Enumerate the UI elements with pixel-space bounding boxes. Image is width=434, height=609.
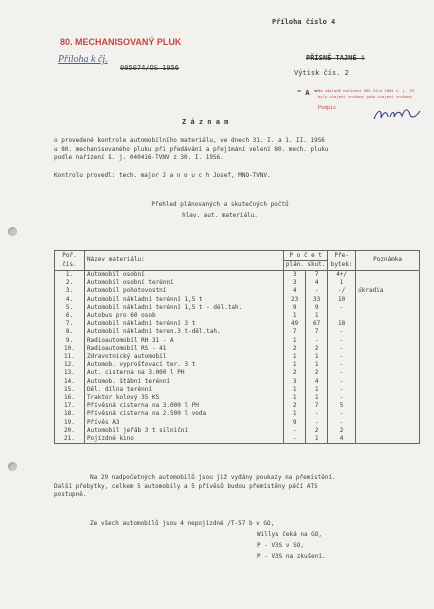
row-note [356,345,420,353]
row-note [356,378,420,386]
footer-line: postupně. [54,491,87,498]
row-name: Automobil nákladní terénní 1,5 t - dél.tah. [84,304,283,312]
document-title: Z á z n a m [182,118,229,126]
row-name: Automobil jeřáb 3 t silniční [84,427,283,435]
row-name: Zdravotnický automobil [84,353,283,361]
row-planned: 9 [284,304,306,312]
subtitle [120,199,320,221]
reference-number: 005074/OS 1956 [120,64,180,72]
category-label: " A " [297,89,319,97]
table-row [55,402,420,410]
classification-label: PŘÍSNĚ TAJNÉ ! [306,54,366,62]
intro-line: podle nařízení š. j. 040416-TVNV z 30. I. 1956. [54,154,224,161]
row-planned: - [284,435,306,444]
header-no: Poř. čís. [55,251,85,271]
row-diff: - [328,419,356,427]
row-planned: 1 [284,312,306,320]
row-number: 13. [55,369,85,377]
row-name: Autobus pro 60 osob [84,312,283,320]
punch-hole [8,227,17,236]
row-note [356,328,420,336]
row-diff: 4 [328,435,356,444]
table-row [55,378,420,386]
row-actual: 2 [306,369,328,377]
row-actual: - [306,410,328,418]
header-diff-line-2: bytek: [330,260,353,268]
row-name: Přívěsná cisterna na 3.000 l PH [84,402,283,410]
row-planned: 1 [284,361,306,369]
row-diff: -/ [328,287,356,295]
row-note [356,353,420,361]
table-row [55,320,420,328]
header-actual: skut. [307,261,326,268]
row-note [356,427,420,435]
table-row [55,419,420,427]
table-row [55,410,420,418]
punch-hole [8,462,17,471]
table-row [55,304,420,312]
row-planned: 3 [284,271,306,280]
row-diff: 18 [328,320,356,328]
row-note [356,402,420,410]
row-number: 21. [55,435,85,444]
header-diff [328,251,356,271]
declass-line-1: Na základě nařízení ÚHS-ČSLA 2004 č. j. 29 [318,88,415,93]
row-actual: 2 [306,345,328,353]
row-number: 1. [55,271,85,280]
table-row [55,345,420,353]
footer-paragraph [54,474,336,500]
row-name: Automobil nákladní terénní 1,5 t [84,296,283,304]
row-planned: 7 [284,328,306,336]
attachment-label: Příloha číslo 4 [272,18,336,26]
row-number: 16. [55,394,85,402]
row-note [356,394,420,402]
row-planned: 4 [284,287,306,295]
copy-label: Výtisk čís. 2 [294,69,349,77]
table-row [55,427,420,435]
row-diff: - [328,345,356,353]
row-planned: 2 [284,369,306,377]
footer-vehicle-status [90,518,326,562]
row-actual: - [306,419,328,427]
header-count-label: P o č e t [284,252,327,261]
row-note [356,312,420,320]
row-planned: 3 [284,378,306,386]
header-note: Poznámka [356,251,420,271]
row-note [356,435,420,444]
handwritten-reference: Příloha k čj. [58,54,108,65]
row-actual: 7 [306,271,328,280]
row-actual: 1 [306,394,328,402]
status-line: P - V3S v SO, [257,542,304,549]
row-number: 20. [55,427,85,435]
row-number: 10. [55,345,85,353]
row-name: Děl. dílna terénní [84,386,283,394]
table-row [55,435,420,444]
row-actual: 33 [306,296,328,304]
row-actual: 4 [306,279,328,287]
row-diff: - [328,369,356,377]
intro-paragraph [54,137,329,163]
row-planned: 49 [284,320,306,328]
row-number: 9. [55,337,85,345]
row-number: 7. [55,320,85,328]
row-name: Automobil nákladní terénní 3 t [84,320,283,328]
row-name: Automobil osobní [84,271,283,280]
row-actual: 1 [306,312,328,320]
row-number: 14. [55,378,85,386]
row-diff: 2 [328,427,356,435]
row-diff: - [328,410,356,418]
row-actual: 1 [306,435,328,444]
table-row [55,296,420,304]
table-row [55,328,420,336]
row-note [356,419,420,427]
row-note [356,320,420,328]
materials-table [54,250,420,444]
unit-stamp: 80. MECHANISOVANÝ PLUK [60,37,182,47]
row-number: 11. [55,353,85,361]
table-row [55,279,420,287]
row-name: Traktor kolový 35 KS [84,394,283,402]
row-note [356,304,420,312]
row-note [356,279,420,287]
row-diff: - [328,328,356,336]
status-line: Ze všech automobilů jsou 4 nepojízdné /T-57 b v GO, [90,520,275,527]
signature-icon [372,105,422,125]
header-diff-line-1: Pře- [334,252,349,260]
declass-line-2: bylo utajení zrušeno jako utajení zrušeno [318,94,412,99]
row-diff: 4+/ [328,271,356,280]
row-number: 3. [55,287,85,295]
status-line: Willys čeká na GO, [257,531,323,538]
row-planned: 9 [284,419,306,427]
row-actual: 1 [306,361,328,369]
row-planned: 2 [284,402,306,410]
row-number: 18. [55,410,85,418]
status-line: P - V3S na zkušení. [257,553,326,560]
row-diff [328,312,356,320]
table-row [55,394,420,402]
row-number: 2. [55,279,85,287]
row-number: 6. [55,312,85,320]
row-name: Pojízdné kino [84,435,283,444]
row-name: Automobil pohotovostní [84,287,283,295]
row-diff: - [328,361,356,369]
row-note [356,271,420,280]
row-number: 17. [55,402,85,410]
row-actual: 67 [306,320,328,328]
table-row [55,287,420,295]
row-number: 4. [55,296,85,304]
row-diff: - [328,353,356,361]
subtitle-line: hlav. aut. materiálu. [182,212,258,219]
row-actual: - [306,337,328,345]
row-planned: 3 [284,279,306,287]
footer-line: Na 29 nadpočetných automobilů jsou již vydány poukazy na přemístění. [90,474,336,481]
row-planned: 1 [284,394,306,402]
row-planned: 1 [284,337,306,345]
row-actual: 1 [306,353,328,361]
row-planned: 1 [284,386,306,394]
row-name: Automob. štábní terénní [84,378,283,386]
row-actual: - [306,287,328,295]
subtitle-line: Přehled plánovaných a skutečných počtů [151,201,289,208]
row-diff: 10 [328,296,356,304]
row-note [356,386,420,394]
row-planned: 23 [284,296,306,304]
row-name: Radioautomobil RH 31 - A [84,337,283,345]
row-note [356,361,420,369]
row-number: 8. [55,328,85,336]
row-actual: 7 [306,328,328,336]
control-line: Kontrolu provedl: tech. major J a n o u c h Josef, MNO-TVNV. [54,172,271,179]
row-diff: - [328,378,356,386]
row-planned: 1 [284,410,306,418]
row-name: Radioautomobil RS - 41 [84,345,283,353]
row-diff: 1 [328,279,356,287]
row-number: 5. [55,304,85,312]
row-planned: 1 [284,353,306,361]
row-diff: - [328,386,356,394]
row-diff: - [328,337,356,345]
row-note [356,337,420,345]
declass-line-3: Podpis [318,105,337,111]
row-diff: - [328,394,356,402]
row-diff: - [328,304,356,312]
header-count-sub [284,261,327,269]
table-row [55,386,420,394]
row-name: Automob. vyprošťovací ter. 3 t [84,361,283,369]
table-row [55,369,420,377]
table-header-row [55,251,420,271]
row-number: 12. [55,361,85,369]
row-name: Automobil nákladní teren.3 t-děl.tah. [84,328,283,336]
row-actual: 4 [306,378,328,386]
row-name: Aut. cisterna na 3.000 l PH [84,369,283,377]
row-name: Přívěsná cisterna na 2.500 l voda [84,410,283,418]
table-row [55,353,420,361]
row-actual: 7 [306,402,328,410]
table-row [55,271,420,280]
header-count [284,251,328,271]
row-note [356,369,420,377]
row-actual: 9 [306,304,328,312]
row-name: Automobil osobní terénní [84,279,283,287]
intro-line: u 80. mechanisovaného pluku při předávání a přejímání velení 80. mech. pluku [54,145,329,153]
row-diff: 5 [328,402,356,410]
row-number: 19. [55,419,85,427]
header-planned: plán. [285,261,304,268]
header-name: Název materiálu: [84,251,283,271]
row-actual: 2 [306,427,328,435]
row-note: úkradia [356,287,420,295]
table-row [55,312,420,320]
table-row [55,361,420,369]
row-note [356,296,420,304]
row-name: Přívěs A3 [84,419,283,427]
row-planned: 2 [284,345,306,353]
row-actual: 1 [306,386,328,394]
footer-line: Další přebytky, celkem 5 automobily a 5 přívěsů budou přemístěny péčí ATS [54,482,318,490]
row-note [356,410,420,418]
intro-line: o provedené kontrole automobilního materiálu, ve dnech 31. I. a 1. II. 1956 [54,137,325,144]
row-number: 15. [55,386,85,394]
table-row [55,337,420,345]
row-planned: - [284,427,306,435]
